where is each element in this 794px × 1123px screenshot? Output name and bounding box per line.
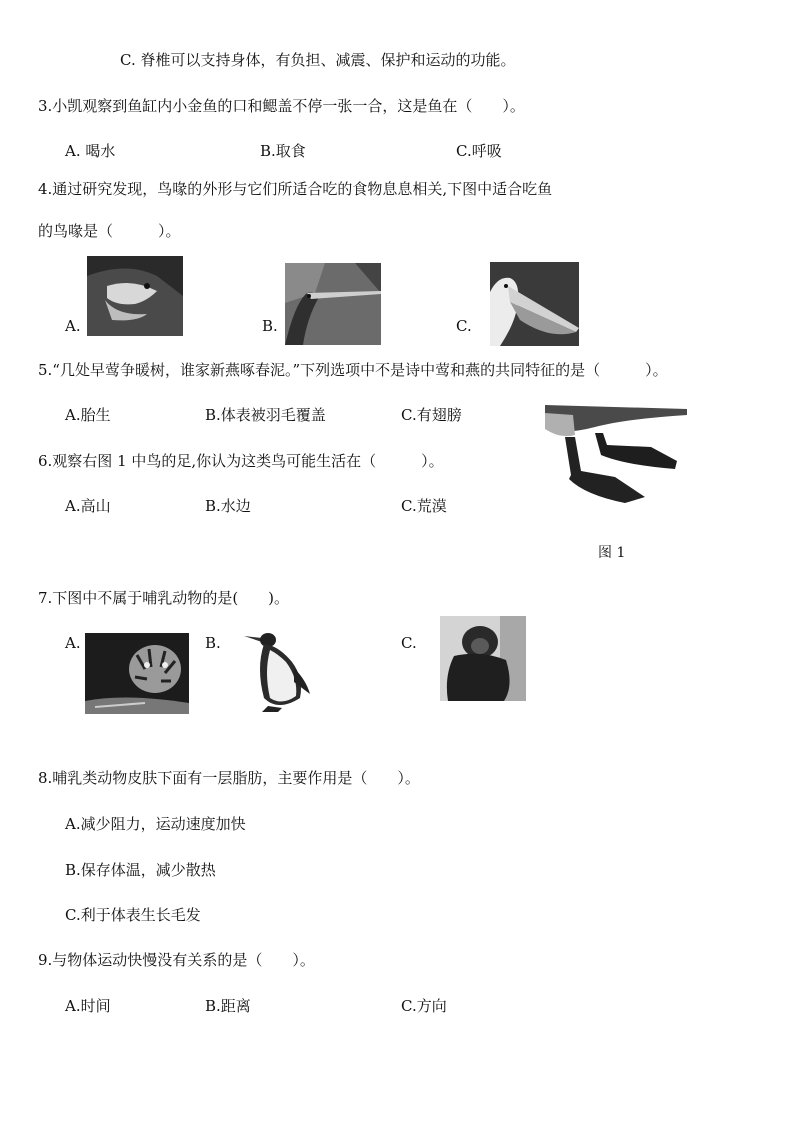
question-8-option-b: B.保存体温，减少散热 xyxy=(65,861,216,879)
question-4-stem-continued: 的鸟喙是（ ）。 xyxy=(38,222,181,240)
question-7-option-a: A. xyxy=(65,634,81,652)
question-6-stem: 6.观察右图 1 中鸟的足,你认为这类鸟可能生活在（ ）。 xyxy=(38,452,444,470)
question-7-option-b: B. xyxy=(205,634,221,652)
webbed-foot-figure xyxy=(545,405,687,508)
tiger-photo xyxy=(85,633,189,714)
question-7-stem: 7.下图中不属于哺乳动物的是( )。 xyxy=(38,589,290,607)
question-4-option-c: C. xyxy=(456,317,472,335)
question-2-option-c: C. 脊椎可以支持身体，有负担、减震、保护和运动的功能。 xyxy=(120,51,516,69)
eagle-beak-photo xyxy=(87,256,183,336)
question-6-option-a: A.高山 xyxy=(65,497,111,515)
question-4-option-a: A. xyxy=(65,317,81,335)
question-5-stem: 5.“几处早莺争暖树，谁家新燕啄春泥。”下列选项中不是诗中莺和燕的共同特征的是（ ）。 xyxy=(38,361,668,379)
question-7-option-c: C. xyxy=(401,634,417,652)
question-5-option-a: A.胎生 xyxy=(65,406,111,424)
question-6-option-b: B.水边 xyxy=(205,497,251,515)
question-8-option-a: A.减少阻力，运动速度加快 xyxy=(65,815,246,833)
monkey-photo xyxy=(440,616,526,701)
pelican-beak-photo xyxy=(490,262,579,346)
heron-beak-photo xyxy=(285,263,381,345)
figure-1-caption: 图 1 xyxy=(598,545,626,561)
question-3-option-b: B.取食 xyxy=(260,142,306,160)
question-9-option-a: A.时间 xyxy=(65,997,111,1015)
question-8-option-c: C.利于体表生长毛发 xyxy=(65,906,201,924)
question-6-option-c: C.荒漠 xyxy=(401,497,447,515)
question-3-option-c: C.呼吸 xyxy=(456,142,502,160)
question-9-option-b: B.距离 xyxy=(205,997,251,1015)
question-4-stem: 4.通过研究发现，鸟喙的外形与它们所适合吃的食物息息相关,下图中适合吃鱼 xyxy=(38,180,553,198)
question-3-stem: 3.小凯观察到鱼缸内小金鱼的口和鳃盖不停一张一合，这是鱼在（ ）。 xyxy=(38,97,525,115)
question-9-option-c: C.方向 xyxy=(401,997,447,1015)
penguin-photo xyxy=(242,628,314,714)
question-4-option-b: B. xyxy=(262,317,278,335)
question-9-stem: 9.与物体运动快慢没有关系的是（ ）。 xyxy=(38,951,315,969)
question-3-option-a: A. 喝水 xyxy=(65,142,116,160)
question-8-stem: 8.哺乳类动物皮肤下面有一层脂肪，主要作用是（ ）。 xyxy=(38,769,420,787)
question-5-option-c: C.有翅膀 xyxy=(401,406,462,424)
question-5-option-b: B.体表被羽毛覆盖 xyxy=(205,406,326,424)
